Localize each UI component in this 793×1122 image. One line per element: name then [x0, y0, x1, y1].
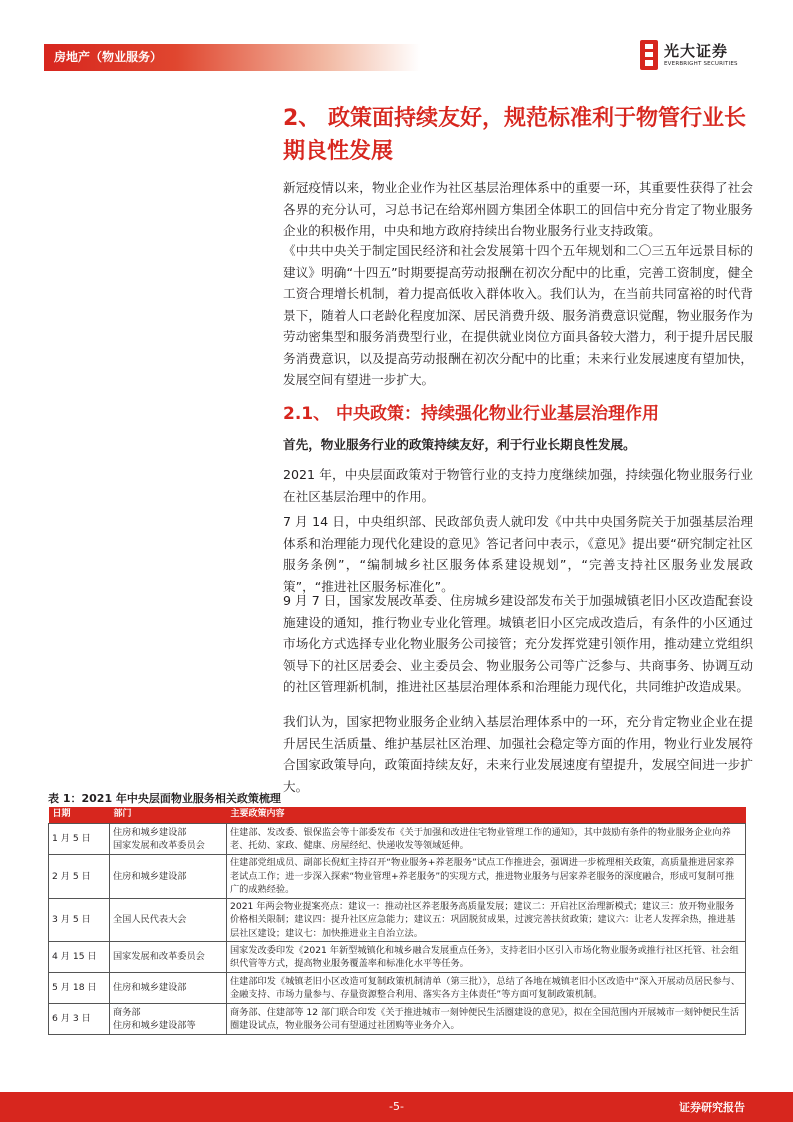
subsection-heading: 2.1、 中央政策：持续强化物业行业基层治理作用: [283, 404, 660, 424]
paragraph: 7 月 14 日，中央组织部、民政部负责人就印发《中共中央国务院关于加强基层治理体系和治理能力现代化建设的意见》答记者问中表示，《意见》提出要“研究制定社区服务条例”，“编制城乡社区服务体系建设规划”，“完善支持社区服务业发展政策”，“推进社区服务标准化”。: [283, 514, 753, 594]
cell-dept: 住房和城乡建设部: [110, 855, 227, 899]
paragraph: 《中共中央关于制定国民经济和社会发展第十四个五年规划和二〇三五年远景目标的建议》明确“十四五”时期要提高劳动报酬在初次分配中的比重，完善工资制度，健全工资合理增长机制，着力提高低收入群体收入。我们认为，在当前共同富裕的时代背景下，随着人口老龄化程度加深、居民消费升级、服务消费意识觉醒，物业服务作为劳动密集型和服务消费型行业，在提供就业岗位方面具备较大潜力，利于提升居民服务消费意识，以及提高劳动报酬在初次分配中的比重；未来行业发展速度有望加快，发展空间有望进一步扩大。: [283, 243, 753, 387]
table-row: [49, 1004, 746, 1035]
cell-date: 4 月 15 日: [49, 942, 110, 973]
footer-label: 证券研究报告: [679, 1101, 745, 1114]
cell-date: 2 月 5 日: [49, 855, 110, 899]
paragraph: 2021 年，中央层面政策对于物管行业的支持力度继续加强，持续强化物业服务行业在社区基层治理中的作用。: [283, 467, 753, 504]
logo-text-cn: 光大证券: [664, 42, 729, 60]
cell-content: 住建部印发《城镇老旧小区改造可复制政策机制清单（第三批）》，总结了各地在城镇老旧小区改造中“深入开展动员居民参与、金融支持、市场力量参与、存量资源整合利用、落实各方主体责任”等方面可复制政策机制。: [227, 973, 746, 1004]
table-row: [49, 942, 746, 973]
cell-dept: 住房和城乡建设部: [110, 973, 227, 1004]
table-title: 表 1：2021 年中央层面物业服务相关政策梳理: [48, 792, 281, 805]
column-header-date: 日期: [49, 807, 110, 824]
policy-table: [48, 807, 746, 1035]
page-number: -5-: [389, 1100, 404, 1113]
paragraph: 我们认为，国家把物业服务企业纳入基层治理体系中的一环，充分肯定物业企业在提升居民生活质量、维护基层社区治理、加强社会稳定等方面的作用，物业行业发展符合国家政策导向，政策面持续友好，未来行业发展速度有望提升，发展空间进一步扩大。: [283, 714, 753, 794]
everbright-logo-icon: [640, 40, 658, 70]
table-header-row: [49, 807, 746, 824]
logo: [640, 40, 752, 72]
section-label: 房地产（物业服务）: [54, 50, 163, 64]
table-row: [49, 855, 746, 899]
cell-date: 6 月 3 日: [49, 1004, 110, 1035]
lead-paragraph: 首先，物业服务行业的政策持续友好，利于行业长期良性发展。: [283, 437, 636, 452]
cell-date: 1 月 5 日: [49, 824, 110, 855]
column-header-dept: 部门: [110, 807, 227, 824]
table-row: [49, 824, 746, 855]
paragraph: 新冠疫情以来，物业企业作为社区基层治理体系中的重要一环，其重要性获得了社会各界的充分认可，习总书记在给郑州圆方集团全体职工的回信中充分肯定了物业服务企业的积极作用，中央和地方政府持续出台物业服务行业支持政策。: [283, 180, 753, 238]
cell-content: 2021 年两会物业提案亮点：建议一：推动社区养老服务高质量发展；建议二：开启社区治理新模式；建议三：放开物业服务价格相关限制；建议四：提升社区应急能力；建议五：巩固脱贫成果，过渡完善扶贫政策；建议六：让老人发挥余热，推进基层社区建设；建议七：加快推进业主自治立法。: [227, 898, 746, 942]
section-heading: 2、 政策面持续友好，规范标准利于物管行业长期良性发展: [283, 106, 746, 164]
cell-content: 住建部、发改委、银保监会等十部委发布《关于加强和改进住宅物业管理工作的通知》，其中鼓励有条件的物业服务企业向养老、托幼、家政、健康、房屋经纪、快递收发等领域延伸。: [227, 824, 746, 855]
paragraph: 9 月 7 日，国家发展改革委、住房城乡建设部发布关于加强城镇老旧小区改造配套设施建设的通知，推行物业专业化管理。城镇老旧小区完成改造后，有条件的小区通过市场化方式选择专业化物业服务公司接管；充分发挥党建引领作用，推动建立党组织领导下的社区居委会、业主委员会、物业服务公司等广泛参与、共商事务、协调互动的社区管理新机制，推进社区基层治理体系和治理能力现代化，共同维护改造成果。: [283, 593, 753, 694]
column-header-content: 主要政策内容: [227, 807, 746, 824]
cell-content: 国家发改委印发《2021 年新型城镇化和城乡融合发展重点任务》，支持老旧小区引入市场化物业服务或推行社区托管、社会组织代管等方式，提高物业服务覆盖率和标准化水平等任务。: [227, 942, 746, 973]
cell-date: 3 月 5 日: [49, 898, 110, 942]
table-row: [49, 973, 746, 1004]
cell-content: 商务部、住建部等 12 部门联合印发《关于推进城市一刻钟便民生活圈建设的意见》，拟在全国范围内开展城市一刻钟便民生活圈建设试点，物业服务公司有望通过社团购等业务介入。: [227, 1004, 746, 1035]
cell-dept: 住房和城乡建设部 国家发展和改革委员会: [110, 824, 227, 855]
cell-date: 5 月 18 日: [49, 973, 110, 1004]
logo-text-en: EVERBRIGHT SECURITIES: [664, 61, 738, 67]
cell-dept: 商务部 住房和城乡建设部等: [110, 1004, 227, 1035]
table-row: [49, 898, 746, 942]
cell-dept: 全国人民代表大会: [110, 898, 227, 942]
cell-dept: 国家发展和改革委员会: [110, 942, 227, 973]
cell-content: 住建部党组成员、副部长倪虹主持召开“物业服务+养老服务”试点工作推进会，强调进一步梳理相关政策，高质量推进居家养老试点工作；进一步深入探索“物业管理+养老服务”的实现方式，推进物业服务与居家养老服务的深度融合，形成可复制可推广的成熟经验。: [227, 855, 746, 899]
